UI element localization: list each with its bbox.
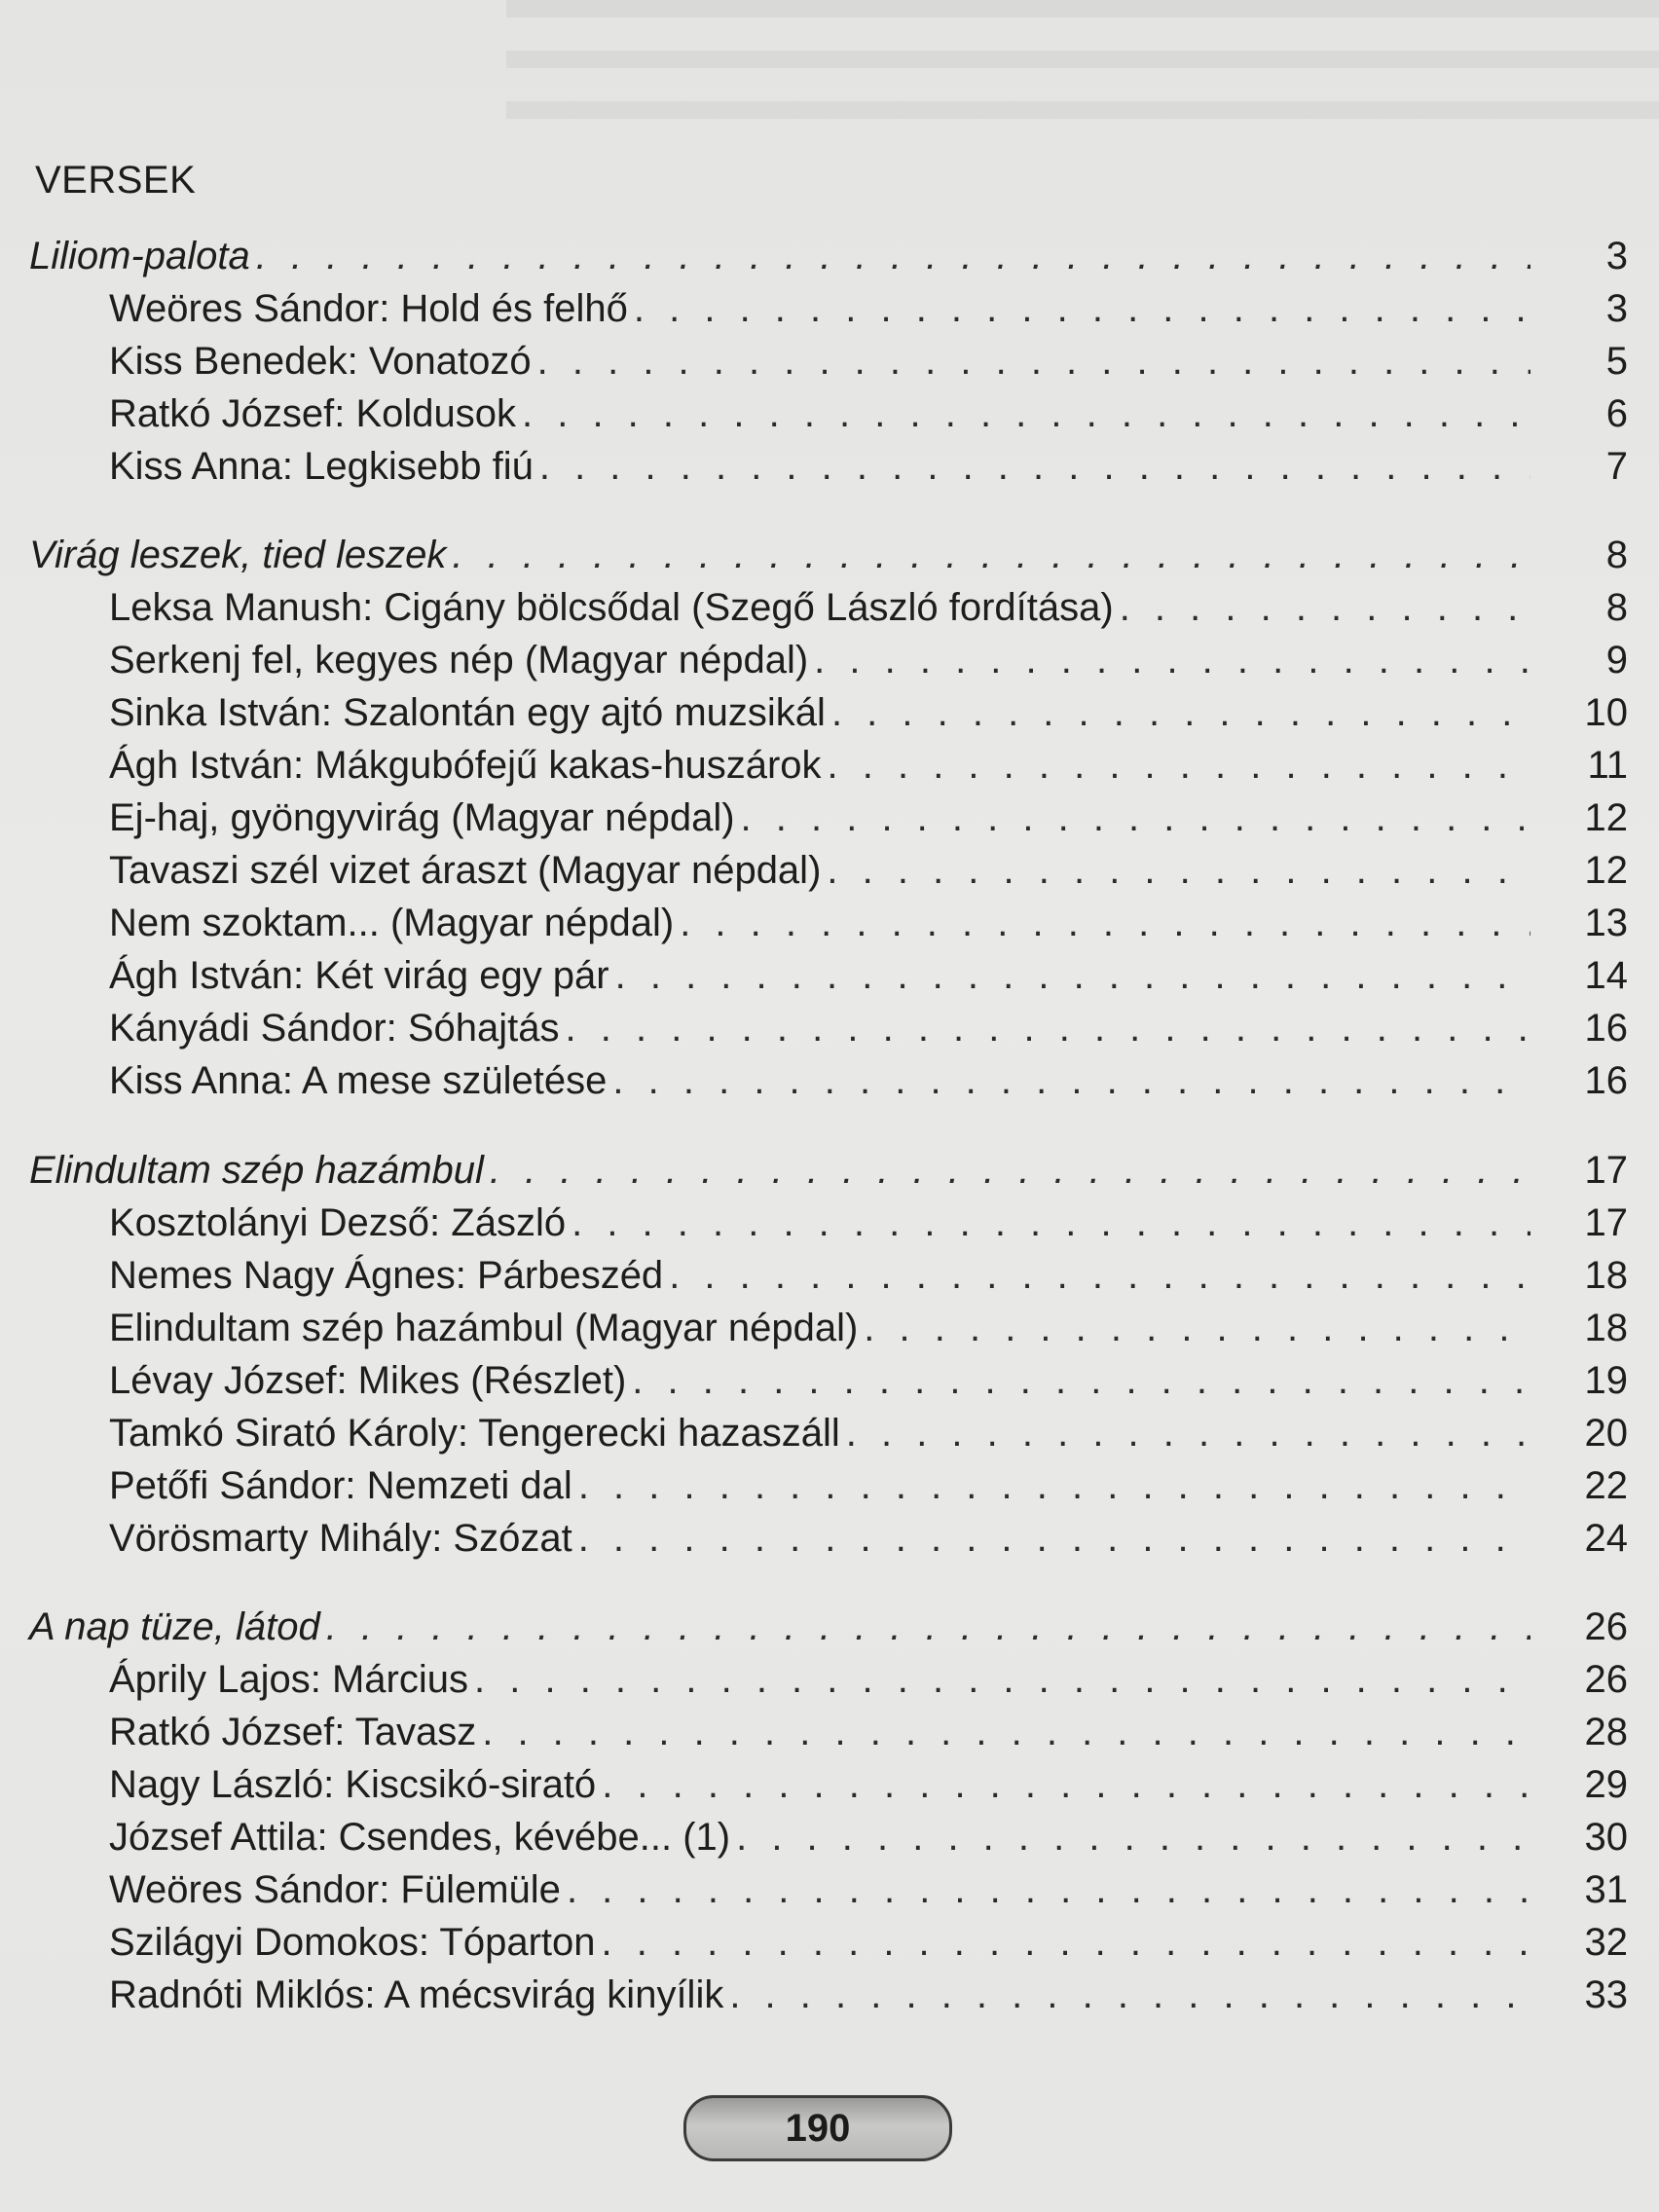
entry-title: Leksa Manush: Cigány bölcsődal (Szegő László fordítása): [109, 586, 1114, 629]
toc-entry: [109, 1706, 1628, 1758]
toc-entry: [109, 1969, 1628, 2021]
entry-title: Ratkó József: Koldusok: [109, 392, 516, 435]
dot-leader: [567, 1863, 1530, 1916]
toc-entry: [109, 282, 1628, 335]
toc-entry: [109, 1354, 1628, 1407]
toc-entry: [109, 440, 1628, 493]
entry-title: Sinka István: Szalontán egy ajtó muzsikál: [109, 691, 826, 734]
dot-leader: [571, 1197, 1530, 1249]
dot-leader: [846, 1407, 1530, 1459]
dot-leader: [474, 1653, 1530, 1706]
entry-title: Serkenj fel, kegyes nép (Magyar népdal): [109, 639, 809, 682]
dot-leader: [1120, 581, 1530, 634]
entry-title: Nagy László: Kiscsikó-sirató: [109, 1763, 597, 1806]
dot-leader: [669, 1249, 1530, 1302]
entry-page-number: 28: [1584, 1711, 1628, 1753]
toc-entry: [109, 387, 1628, 440]
toc-entry: [109, 1653, 1628, 1706]
entry-title: Lévay József: Mikes (Részlet): [109, 1359, 627, 1402]
dot-leader: [452, 529, 1530, 581]
toc-group-entry: [29, 1144, 1628, 1197]
toc-entry: [109, 686, 1628, 739]
dot-leader: [864, 1302, 1530, 1354]
entry-page-number: 29: [1584, 1763, 1628, 1806]
entry-title: Ej-haj, gyöngyvirág (Magyar népdal): [109, 796, 735, 839]
toc-group-entry: [29, 529, 1628, 581]
toc-entry: [109, 1758, 1628, 1811]
toc-entry: [109, 949, 1628, 1002]
entry-title: Weöres Sándor: Hold és felhő: [109, 287, 628, 330]
entry-page-number: 26: [1584, 1658, 1628, 1701]
toc-entry: [109, 1512, 1628, 1565]
dot-leader: [326, 1601, 1530, 1653]
entry-title: Liliom-palota: [29, 235, 250, 277]
dot-leader: [736, 1811, 1530, 1863]
dot-leader: [680, 897, 1530, 949]
toc-entry: [109, 1916, 1628, 1969]
dot-leader: [634, 282, 1530, 335]
toc-entry: [109, 1459, 1628, 1512]
entry-title: Kiss Anna: A mese születése: [109, 1059, 608, 1102]
toc-entry: [109, 1407, 1628, 1459]
dot-leader: [729, 1969, 1530, 2021]
dot-leader: [490, 1144, 1530, 1197]
entry-page-number: 9: [1605, 639, 1628, 682]
entry-page-number: 3: [1605, 235, 1628, 277]
section-heading: VERSEK: [35, 159, 197, 202]
entry-title: Ágh István: Mákgubófejű kakas-huszárok: [109, 744, 822, 787]
dot-leader: [539, 440, 1530, 493]
toc-entry: [109, 1054, 1628, 1107]
dot-leader: [522, 387, 1530, 440]
entry-title: Kiss Benedek: Vonatozó: [109, 340, 532, 383]
entry-title: Radnóti Miklós: A mécsvirág kinyílik: [109, 1973, 724, 2016]
entry-page-number: 7: [1605, 445, 1628, 488]
entry-page-number: 31: [1584, 1868, 1628, 1911]
entry-page-number: 16: [1584, 1059, 1628, 1102]
entry-page-number: 32: [1584, 1921, 1628, 1964]
entry-page-number: 12: [1584, 849, 1628, 892]
entry-page-number: 8: [1605, 586, 1628, 629]
entry-page-number: 17: [1584, 1201, 1628, 1244]
dot-leader: [256, 230, 1530, 282]
dot-leader: [632, 1354, 1530, 1407]
entry-page-number: 24: [1584, 1517, 1628, 1560]
entry-page-number: 10: [1584, 691, 1628, 734]
entry-page-number: 6: [1605, 392, 1628, 435]
dot-leader: [578, 1459, 1530, 1512]
entry-page-number: 26: [1584, 1605, 1628, 1648]
entry-title: A nap tüze, látod: [29, 1605, 320, 1648]
entry-page-number: 19: [1584, 1359, 1628, 1402]
dot-leader: [814, 634, 1530, 686]
toc-entry: [109, 739, 1628, 792]
dot-leader: [612, 1054, 1530, 1107]
entry-title: Áprily Lajos: Március: [109, 1658, 469, 1701]
toc-entry: [109, 1302, 1628, 1354]
entry-title: Petőfi Sándor: Nemzeti dal: [109, 1464, 572, 1507]
entry-title: Kosztolányi Dezső: Zászló: [109, 1201, 567, 1244]
entry-title: Kányádi Sándor: Sóhajtás: [109, 1007, 560, 1050]
entry-page-number: 18: [1584, 1254, 1628, 1297]
entry-page-number: 22: [1584, 1464, 1628, 1507]
entry-title: Weöres Sándor: Fülemüle: [109, 1868, 561, 1911]
entry-page-number: 12: [1584, 796, 1628, 839]
toc-entry: [109, 1811, 1628, 1863]
dot-leader: [566, 1002, 1530, 1054]
dot-leader: [828, 739, 1530, 792]
entry-page-number: 8: [1605, 534, 1628, 576]
entry-title: Tavaszi szél vizet áraszt (Magyar népdal): [109, 849, 822, 892]
entry-page-number: 17: [1584, 1149, 1628, 1192]
entry-title: Nemes Nagy Ágnes: Párbeszéd: [109, 1254, 664, 1297]
toc-group-entry: [29, 1601, 1628, 1653]
entry-title: Nem szoktam... (Magyar népdal): [109, 902, 675, 944]
toc-entry: [109, 581, 1628, 634]
entry-title: Ágh István: Két virág egy pár: [109, 954, 609, 997]
entry-title: Elindultam szép hazámbul: [29, 1149, 484, 1192]
entry-title: Elindultam szép hazámbul (Magyar népdal): [109, 1307, 859, 1349]
entry-page-number: 30: [1584, 1816, 1628, 1859]
toc-entry: [109, 1863, 1628, 1916]
toc-entry: [109, 792, 1628, 844]
entry-title: József Attila: Csendes, kévébe... (1): [109, 1816, 731, 1859]
dot-leader: [827, 844, 1530, 897]
entry-page-number: 11: [1587, 744, 1628, 787]
dot-leader: [602, 1916, 1531, 1969]
dot-leader: [482, 1706, 1530, 1758]
toc-entry: [109, 1002, 1628, 1054]
entry-page-number: 16: [1584, 1007, 1628, 1050]
toc-entry: [109, 335, 1628, 387]
entry-page-number: 20: [1584, 1412, 1628, 1455]
dot-leader: [602, 1758, 1530, 1811]
entry-title: Ratkó József: Tavasz: [109, 1711, 477, 1753]
page-number-badge: [683, 2095, 952, 2161]
entry-title: Kiss Anna: Legkisebb fiú: [109, 445, 534, 488]
dot-leader: [537, 335, 1530, 387]
dot-leader: [831, 686, 1530, 739]
entry-page-number: 5: [1605, 340, 1628, 383]
toc-group-entry: [29, 230, 1628, 282]
bleed-through-texture: [506, 0, 1659, 146]
entry-page-number: 3: [1605, 287, 1628, 330]
toc-entry: [109, 1249, 1628, 1302]
toc-entry: [109, 634, 1628, 686]
toc-entry: [109, 844, 1628, 897]
entry-page-number: 18: [1584, 1307, 1628, 1349]
entry-page-number: 13: [1584, 902, 1628, 944]
entry-title: Tamkó Sirató Károly: Tengerecki hazaszáll: [109, 1412, 840, 1455]
page-number: 190: [785, 2106, 851, 2150]
dot-leader: [741, 792, 1530, 844]
entry-title: Vörösmarty Mihály: Szózat: [109, 1517, 572, 1560]
entry-page-number: 14: [1584, 954, 1628, 997]
entry-title: Szilágyi Domokos: Tóparton: [109, 1921, 596, 1964]
dot-leader: [578, 1512, 1530, 1565]
entry-page-number: 33: [1584, 1973, 1628, 2016]
entry-title: Virág leszek, tied leszek: [29, 534, 447, 576]
dot-leader: [615, 949, 1530, 1002]
toc-entry: [109, 1197, 1628, 1249]
toc-entry: [109, 897, 1628, 949]
